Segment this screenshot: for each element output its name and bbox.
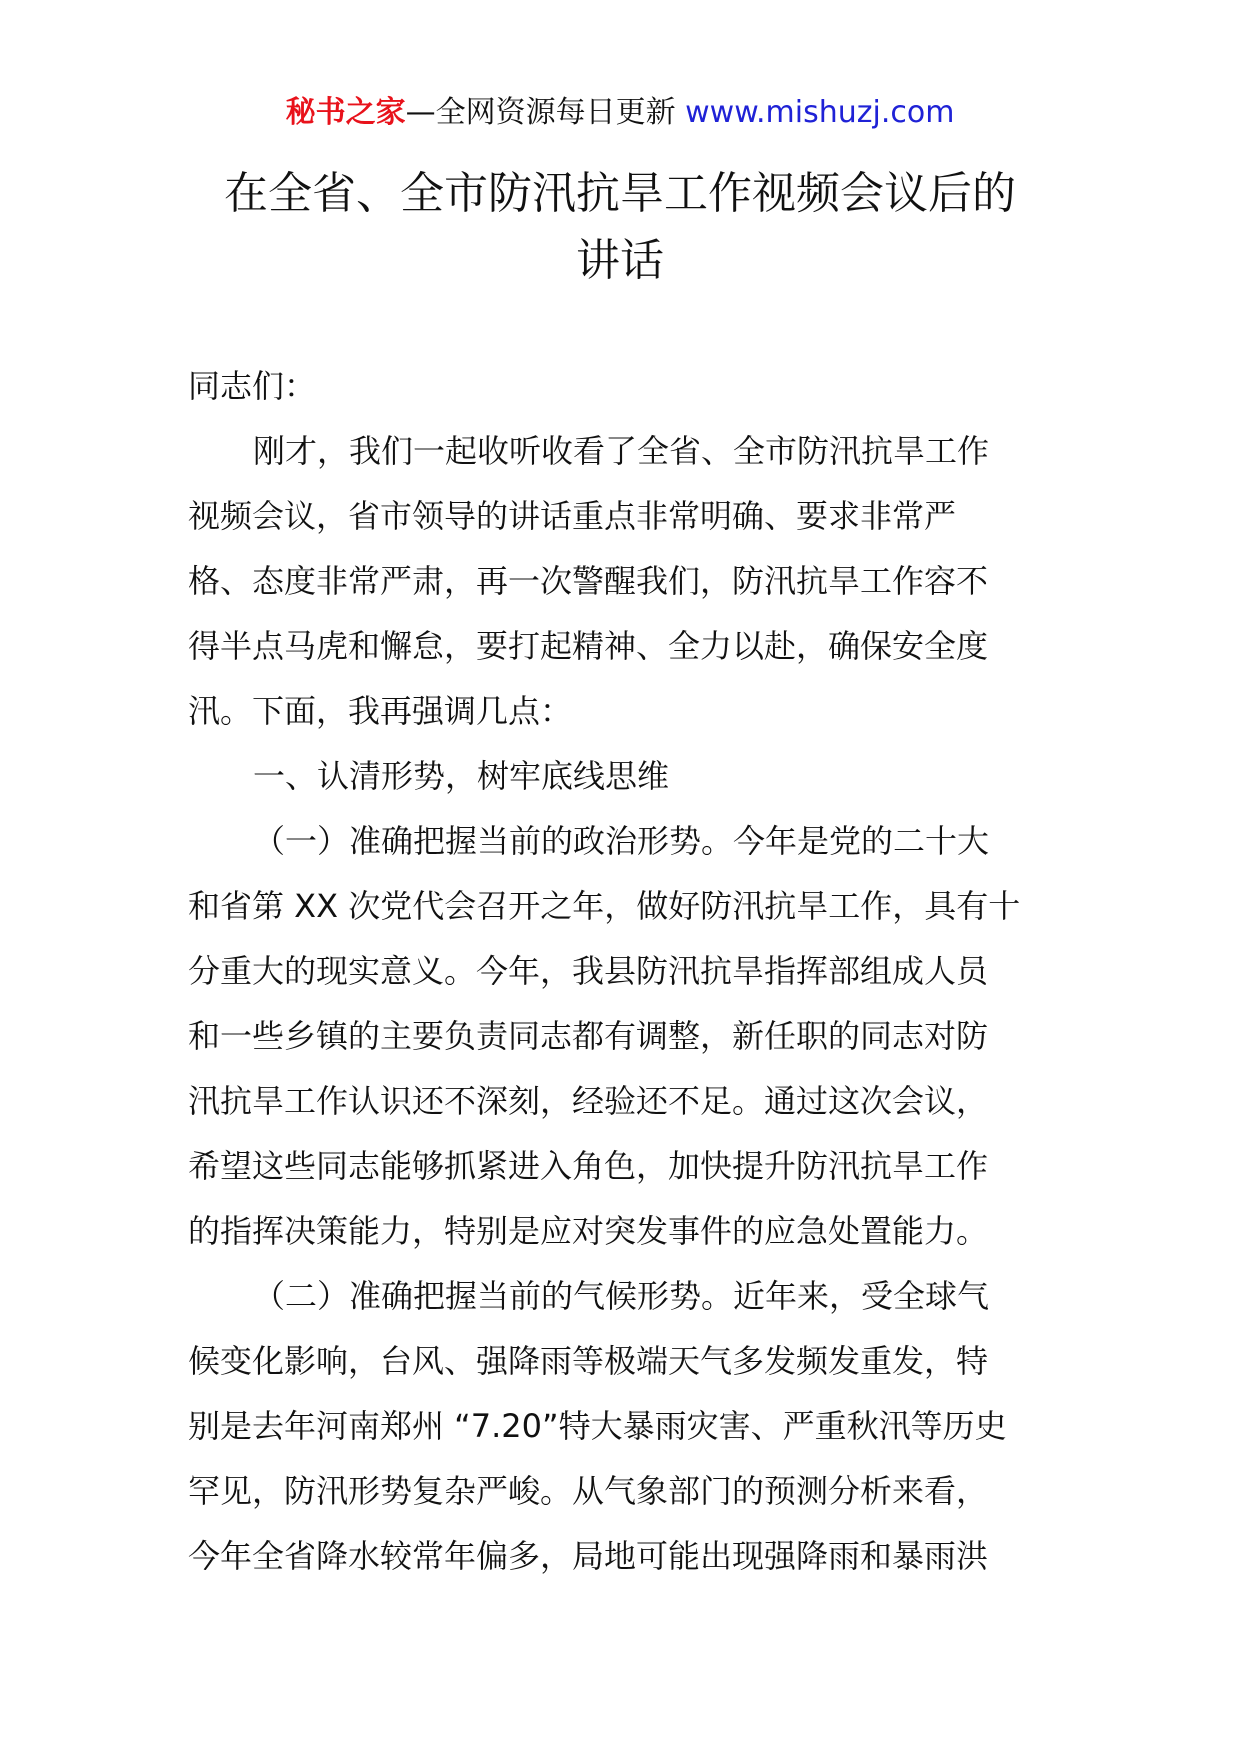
document-body	[188, 354, 1068, 1589]
body-line: 刚才，我们一起收听收看了全省、全市防汛抗旱工作	[253, 432, 990, 470]
body-line: 同志们：	[188, 367, 317, 405]
header-slogan: —全网资源每日更新	[405, 95, 676, 130]
body-line: 今年全省降水较常年偏多，局地可能出现强降雨和暴雨洪	[188, 1537, 989, 1575]
body-line: 得半点马虎和懈怠，要打起精神、全力以赴，确保安全度	[188, 627, 989, 665]
body-line: 罕见，防汛形势复杂严峻。从气象部门的预测分析来看，	[188, 1472, 989, 1510]
brand-name: 秘书之家	[285, 95, 406, 130]
body-line: 格、态度非常严肃，再一次警醒我们，防汛抗旱工作容不	[188, 562, 989, 600]
body-line: 汛抗旱工作认识还不深刻，经验还不足。通过这次会议，	[188, 1082, 989, 1120]
site-header	[0, 88, 1240, 138]
section-heading: 一、认清形势，树牢底线思维	[253, 757, 670, 795]
body-line: 别是去年河南郑州 “7.20”特大暴雨灾害、严重秋汛等历史	[188, 1407, 1007, 1445]
body-line: （二）准确把握当前的气候形势。近年来，受全球气	[253, 1277, 990, 1315]
body-line: （一）准确把握当前的政治形势。今年是党的二十大	[253, 822, 990, 860]
site-url-link[interactable]: www.mishuzj.com	[685, 95, 955, 130]
title-line: 讲话	[576, 235, 664, 286]
body-line: 分重大的现实意义。今年，我县防汛抗旱指挥部组成人员	[188, 952, 989, 990]
body-line: 的指挥决策能力，特别是应对突发事件的应急处置能力。	[188, 1212, 989, 1250]
body-line: 视频会议，省市领导的讲话重点非常明确、要求非常严	[188, 497, 957, 535]
body-line: 和一些乡镇的主要负责同志都有调整，新任职的同志对防	[188, 1017, 989, 1055]
title-line: 在全省、全市防汛抗旱工作视频会议后的	[224, 168, 1016, 219]
body-line: 汛。下面，我再强调几点：	[188, 692, 573, 730]
body-line: 候变化影响，台风、强降雨等极端天气多发频发重发，特	[188, 1342, 989, 1380]
document-title	[180, 160, 1060, 294]
body-line: 希望这些同志能够抓紧进入角色，加快提升防汛抗旱工作	[188, 1147, 989, 1185]
body-line: 和省第 XX 次党代会召开之年，做好防汛抗旱工作，具有十	[188, 887, 1021, 925]
